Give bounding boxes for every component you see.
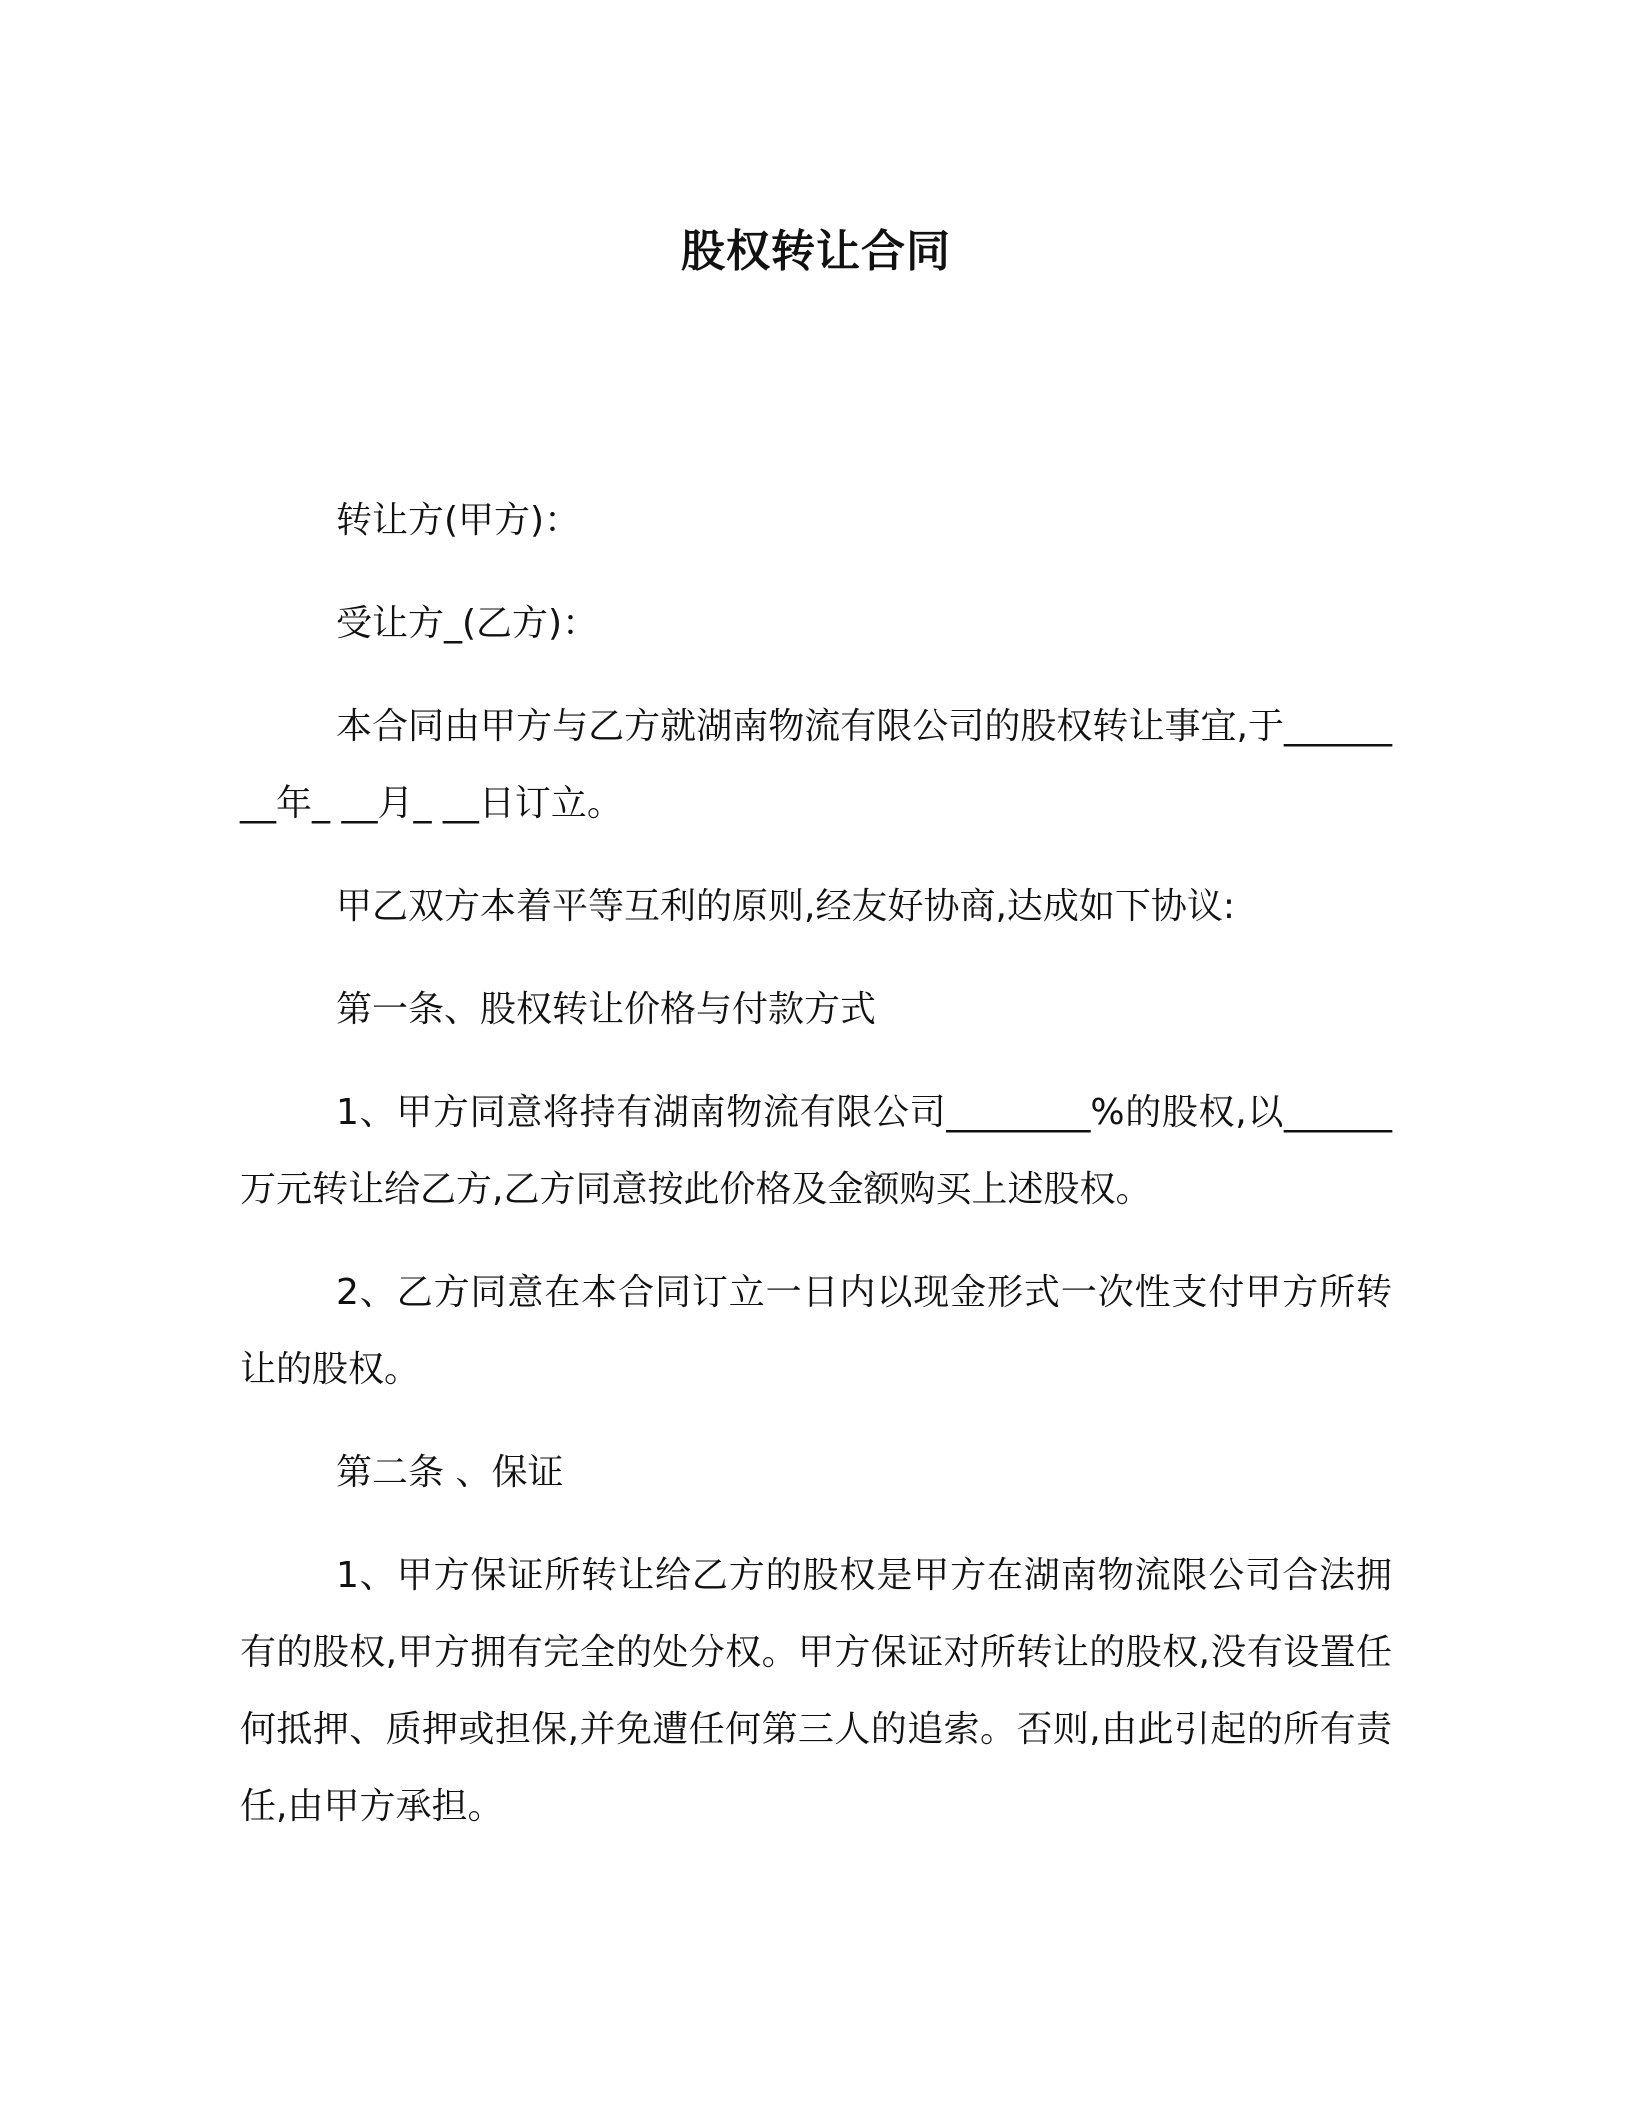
agreement-intro: 甲乙双方本着平等互利的原则,经友好协商,达成如下协议:: [336, 886, 1236, 927]
article-1-clause-1: 1、甲方同意将持有湖南物流有限公司________%的股权,以______万元转让给乙方,乙方同意按此价格及金额购买上述股权。: [240, 1092, 1392, 1210]
document-body: [240, 482, 1392, 1871]
transferee-line: 受让方_(乙方)：: [336, 603, 599, 644]
transferor-line: 转让方(甲方)：: [336, 500, 581, 541]
document-title: 股权转让合同: [681, 226, 951, 277]
article-1-heading: 第一条、股权转让价格与付款方式: [336, 989, 877, 1030]
contract-preamble: 本合同由甲方与乙方就湖南物流有限公司的股权转让事宜,于________年_ __月_ __日订立。: [240, 706, 1392, 824]
article-2-clause-1: 1、甲方保证所转让给乙方的股权是甲方在湖南物流限公司合法拥有的股权,甲方拥有完全的处分权。甲方保证对所转让的股权,没有设置任何抵押、质押或担保,并免遭任何第三人的追索。否则,由此引起的所有责任,由甲方承担。: [240, 1555, 1392, 1827]
article-2-heading: 第二条 、保证: [336, 1452, 564, 1493]
article-1-clause-2: 2、乙方同意在本合同订立一日内以现金形式一次性支付甲方所转让的股权。: [240, 1272, 1392, 1390]
